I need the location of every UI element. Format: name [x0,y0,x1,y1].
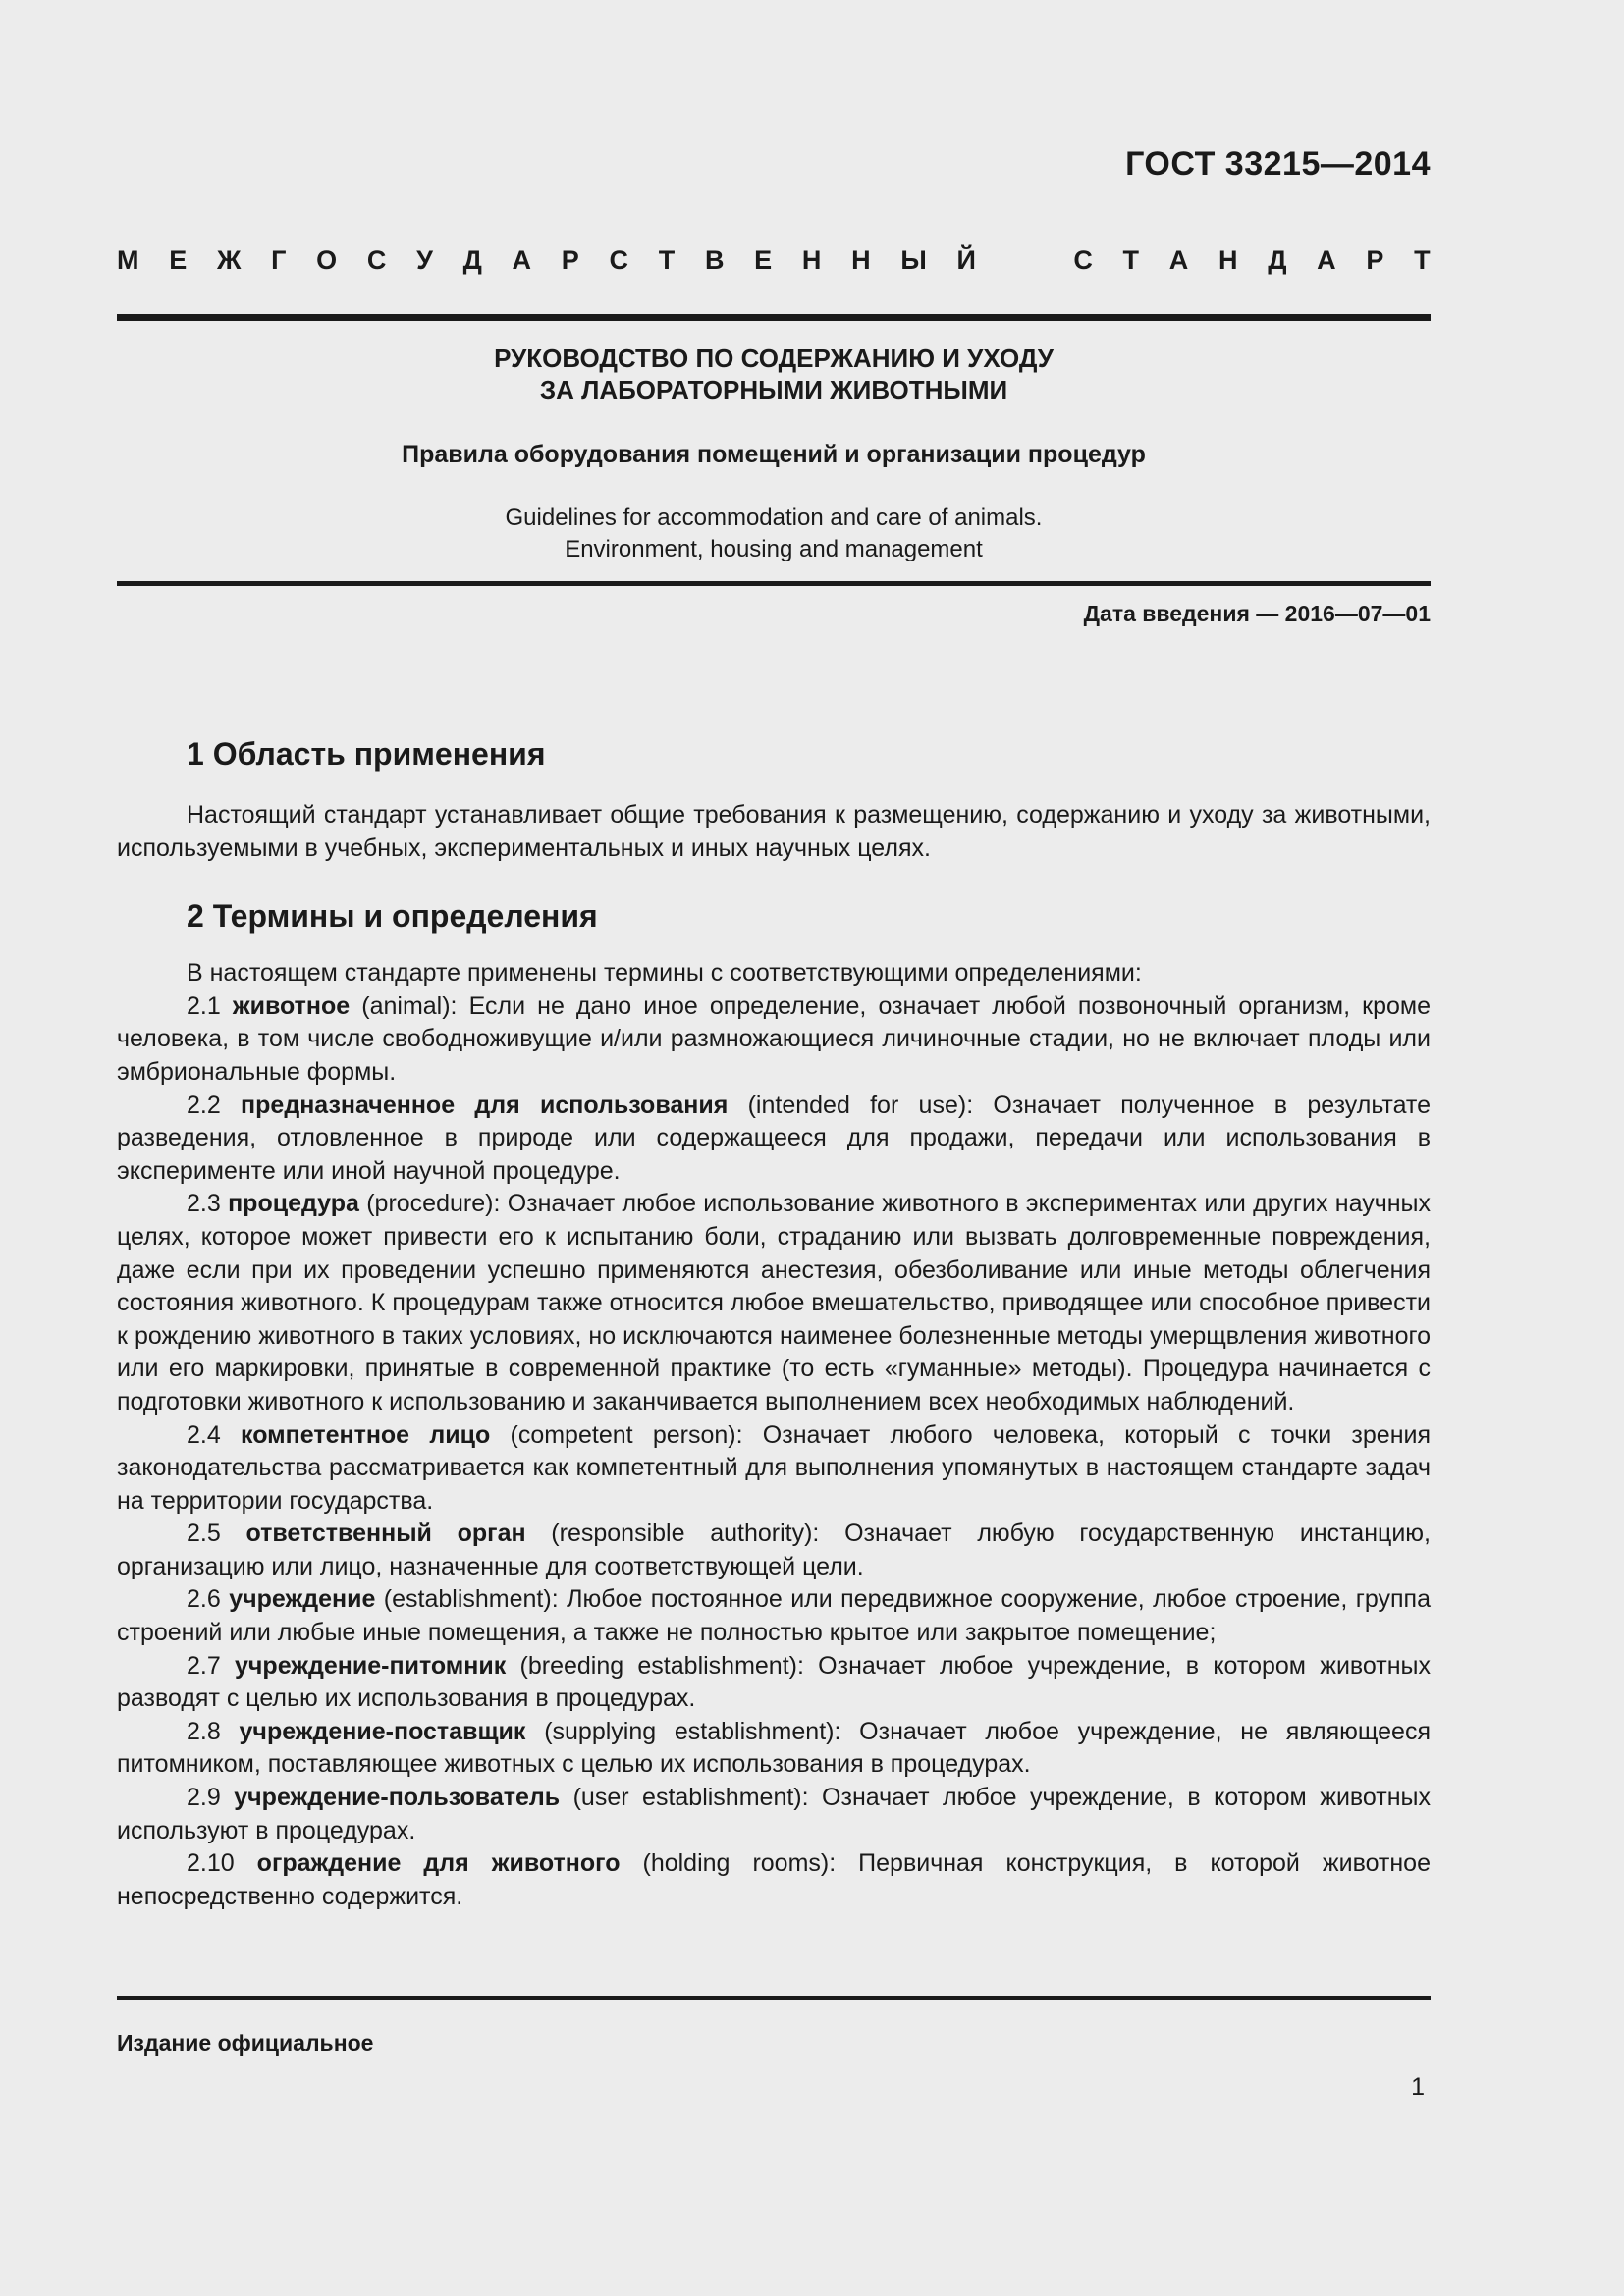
term-entry [117,1782,1431,1847]
standard-series-line [117,245,1431,276]
series-letter: С [1073,245,1093,275]
term-entry [117,1518,1431,1583]
term-definition: (supplying establishment): Означает любое учреждение, не являющееся питомником, поставляющее животных с целью их использования в процедурах. [117,1717,1431,1779]
series-letter: Д [462,245,482,275]
term-name: ответственный орган [245,1520,526,1548]
series-letter: Н [1218,245,1238,275]
series-letter: М [117,245,139,275]
series-letter: Т [658,245,676,275]
series-letter: В [704,245,725,275]
title-line-2: ЗА ЛАБОРАТОРНЫМИ ЖИВОТНЫМИ [539,375,1008,404]
series-letter: Ж [216,245,242,275]
term-entry [117,1847,1431,1913]
series-letter: У [416,245,433,275]
term-definition: (establishment): Любое постоянное или передвижное сооружение, любое строение, группа строений или любые иные помещения, а также не полностью крытое или закрытое помещение; [117,1585,1431,1647]
document-title [117,343,1431,405]
term-definition: (breeding establishment): Означает любое учреждение, в котором животных разводят с целью их использования в процедурах. [117,1651,1431,1713]
term-number: 2.1 [187,991,221,1020]
footer-rule [117,1996,1431,2000]
series-letter: Е [754,245,773,275]
series-letter: С [366,245,387,275]
section-1-text: Настоящий стандарт устанавливает общие требования к размещению, содержанию и уходу за животными, используемыми в учебных, экспериментальных и иных научных целях. [117,801,1431,862]
term-entry [117,1090,1431,1189]
term-number: 2.6 [187,1585,221,1614]
series-letter: Т [1122,245,1140,275]
series-letter: Н [851,245,871,275]
series-letter: Г [271,245,287,275]
english-title-line-1: Guidelines for accommodation and care of animals. [505,505,1043,531]
series-letter: Й [956,245,976,275]
series-word-gap [1006,245,1044,276]
series-letter: А [1317,245,1336,275]
term-number: 2.4 [187,1420,221,1449]
term-name: учреждение-пользователь [234,1784,561,1812]
english-title-line-2: Environment, housing and management [565,536,983,562]
series-letter: А [512,245,532,275]
series-letter: Д [1268,245,1287,275]
term-definition: (procedure): Означает любое использование животного в экспериментах или других научных целях, которое может привести его к испытанию боли, страданию или вызвать долговременные повреждения, даже если при их проведении успешно применяются анестезия, обезболивание или иные методы облегчения состояния животного. К процедурам также относится любое вмешательство, приводящее или способное привести к рождению животного в таких условиях, но исключаются наименее болезненные методы умерщвления животного или его маркировки, принятые в современной практике (то есть «гуманные» методы). Процедура начинается с подготовки животного к использованию и заканчивается выполнением всех необходимых наблюдений. [117,1190,1432,1415]
term-name: предназначенное для использования [241,1091,729,1119]
series-letter: С [609,245,628,275]
title-rule [117,581,1431,586]
section-2-intro: В настоящем стандарте применены термины с соответствующими определениями: [187,959,1142,988]
term-entry [117,1583,1431,1649]
term-entry [117,990,1431,1090]
term-entry [117,1716,1431,1782]
introduction-date: Дата введения — 2016—07—01 [1083,601,1431,626]
page-number: 1 [1411,2073,1425,2101]
term-number: 2.7 [187,1651,221,1680]
series-letter: Т [1414,245,1431,275]
term-number: 2.10 [187,1849,235,1878]
term-name: учреждение-поставщик [239,1717,526,1745]
term-definition: (responsible authority): Означает любую государственную инстанцию, организацию или лицо, назначенные для соответствующей цели. [117,1520,1431,1580]
series-letter: Ы [900,245,927,275]
term-name: учреждение [229,1585,376,1614]
term-name: животное [232,991,351,1020]
series-letter: Р [1366,245,1384,275]
term-number: 2.9 [187,1784,221,1812]
terms-list [117,990,1431,1914]
term-entry [117,1650,1431,1716]
english-title [117,503,1431,565]
term-name: компетентное лицо [241,1420,491,1449]
term-definition: (competent person): Означает любого человека, который с точки зрения законодательства рассматривается как компетентный для выполнения упомянутых в настоящем стандарте задач на территории государства. [117,1420,1432,1515]
document-body [117,732,1431,1913]
term-number: 2.5 [187,1520,221,1548]
term-entry [117,1188,1431,1418]
term-number: 2.8 [187,1717,221,1745]
section-1-heading: 1 Область применения [187,736,546,772]
section-2-heading: 2 Термины и определения [187,898,598,934]
title-line-1: РУКОВОДСТВО ПО СОДЕРЖАНИЮ И УХОДУ [494,344,1054,373]
term-definition: (animal): Если не дано иное определение, означает любой позвоночный организм, кроме человека, в том числе свободноживущие и/или размножающиеся личиночные стадии, но не включает плоды или эмбриональные формы. [117,991,1431,1086]
term-name: процедура [228,1190,359,1218]
series-letter: Н [801,245,822,275]
series-letter: О [316,245,338,275]
term-number: 2.3 [187,1190,221,1218]
series-letter: А [1168,245,1189,275]
series-letter: Р [561,245,579,275]
standard-designation: ГОСТ 33215—2014 [1125,145,1431,183]
term-entry [117,1419,1431,1519]
header-rule [117,314,1431,321]
document-subtitle: Правила оборудования помещений и организации процедур [402,441,1146,468]
term-number: 2.2 [187,1091,221,1119]
series-letter: Е [169,245,188,275]
term-definition: (intended for use): Означает полученное в результате разведения, отловленное в природе или содержащееся для продажи, передачи или использования в эксперименте или иной научной процедуре. [117,1091,1431,1185]
term-definition: (holding rooms): Первичная конструкция, в которой животное непосредственно содержится. [117,1849,1431,1910]
term-name: ограждение для животного [256,1849,621,1878]
term-name: учреждение-питомник [235,1651,507,1680]
term-definition: (user establishment): Означает любое учреждение, в котором животных используют в процедурах. [117,1784,1431,1844]
official-edition-label: Издание официальное [117,2030,374,2056]
